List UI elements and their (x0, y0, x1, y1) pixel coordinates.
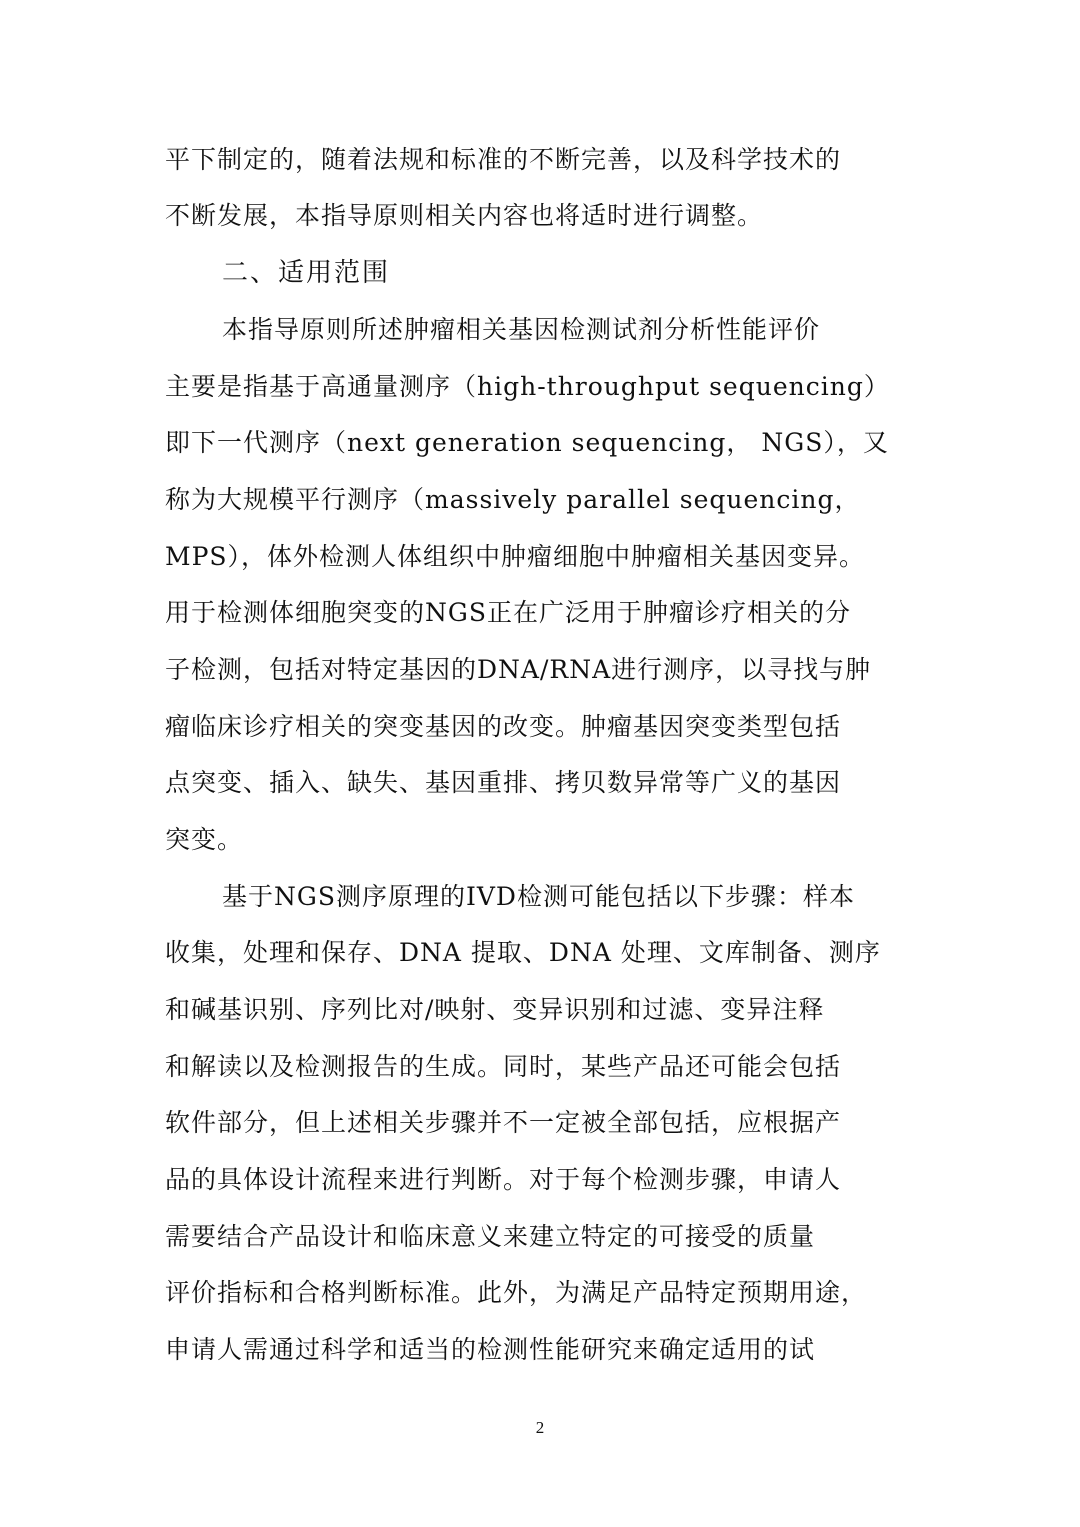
text-line-4: 主要是指基于高通量测序（high-throughput sequencing） (165, 372, 890, 401)
text-line-1: 平下制定的，随着法规和标准的不断完善，以及科学技术的 (165, 145, 842, 174)
text-line-3: 本指导原则所述肿瘤相关基因检测试剂分析性能评价 (222, 315, 821, 344)
text-line-11: 点突变、插入、缺失、基因重排、拷贝数异常等广义的基因 (165, 768, 842, 797)
text-line-20: 评价指标和合格判断标准。此外，为满足产品特定预期用途， (165, 1278, 868, 1307)
text-line-16: 和解读以及检测报告的生成。同时，某些产品还可能会包括 (165, 1052, 842, 1081)
text-line-18: 品的具体设计流程来进行判断。对于每个检测步骤，申请人 (165, 1165, 842, 1194)
text-line-21: 申请人需通过科学和适当的检测性能研究来确定适用的试 (165, 1335, 816, 1364)
text-line-5: 即下一代测序（next generation sequencing， NGS），又 (165, 428, 889, 457)
text-line-19: 需要结合产品设计和临床意义来建立特定的可接受的质量 (165, 1222, 816, 1251)
text-line-14: 收集，处理和保存、DNA 提取、DNA 处理、文库制备、测序 (165, 938, 881, 967)
text-line-15: 和碱基识别、序列比对/映射、变异识别和过滤、变异注释 (165, 995, 825, 1024)
text-line-7: MPS），体外检测人体组织中肿瘤细胞中肿瘤相关基因变异。 (165, 542, 866, 571)
page-number: 2 (535, 1418, 545, 1437)
text-line-9: 子检测，包括对特定基因的DNA/RNA进行测序，以寻找与肿 (165, 655, 872, 684)
text-line-8: 用于检测体细胞突变的NGS正在广泛用于肿瘤诊疗相关的分 (165, 598, 851, 627)
text-line-6: 称为大规模平行测序（massively parallel sequencing， (165, 485, 861, 514)
text-line-12: 突变。 (165, 825, 244, 854)
text-line-17: 软件部分，但上述相关步骤并不一定被全部包括，应根据产 (165, 1108, 842, 1137)
text-line-2: 不断发展，本指导原则相关内容也将适时进行调整。 (165, 201, 764, 230)
section-heading-scope: 二、适用范围 (222, 258, 391, 288)
text-line-13: 基于NGS测序原理的IVD检测可能包括以下步骤：样本 (222, 882, 855, 911)
text-line-10: 瘤临床诊疗相关的突变基因的改变。肿瘤基因突变类型包括 (165, 712, 842, 741)
